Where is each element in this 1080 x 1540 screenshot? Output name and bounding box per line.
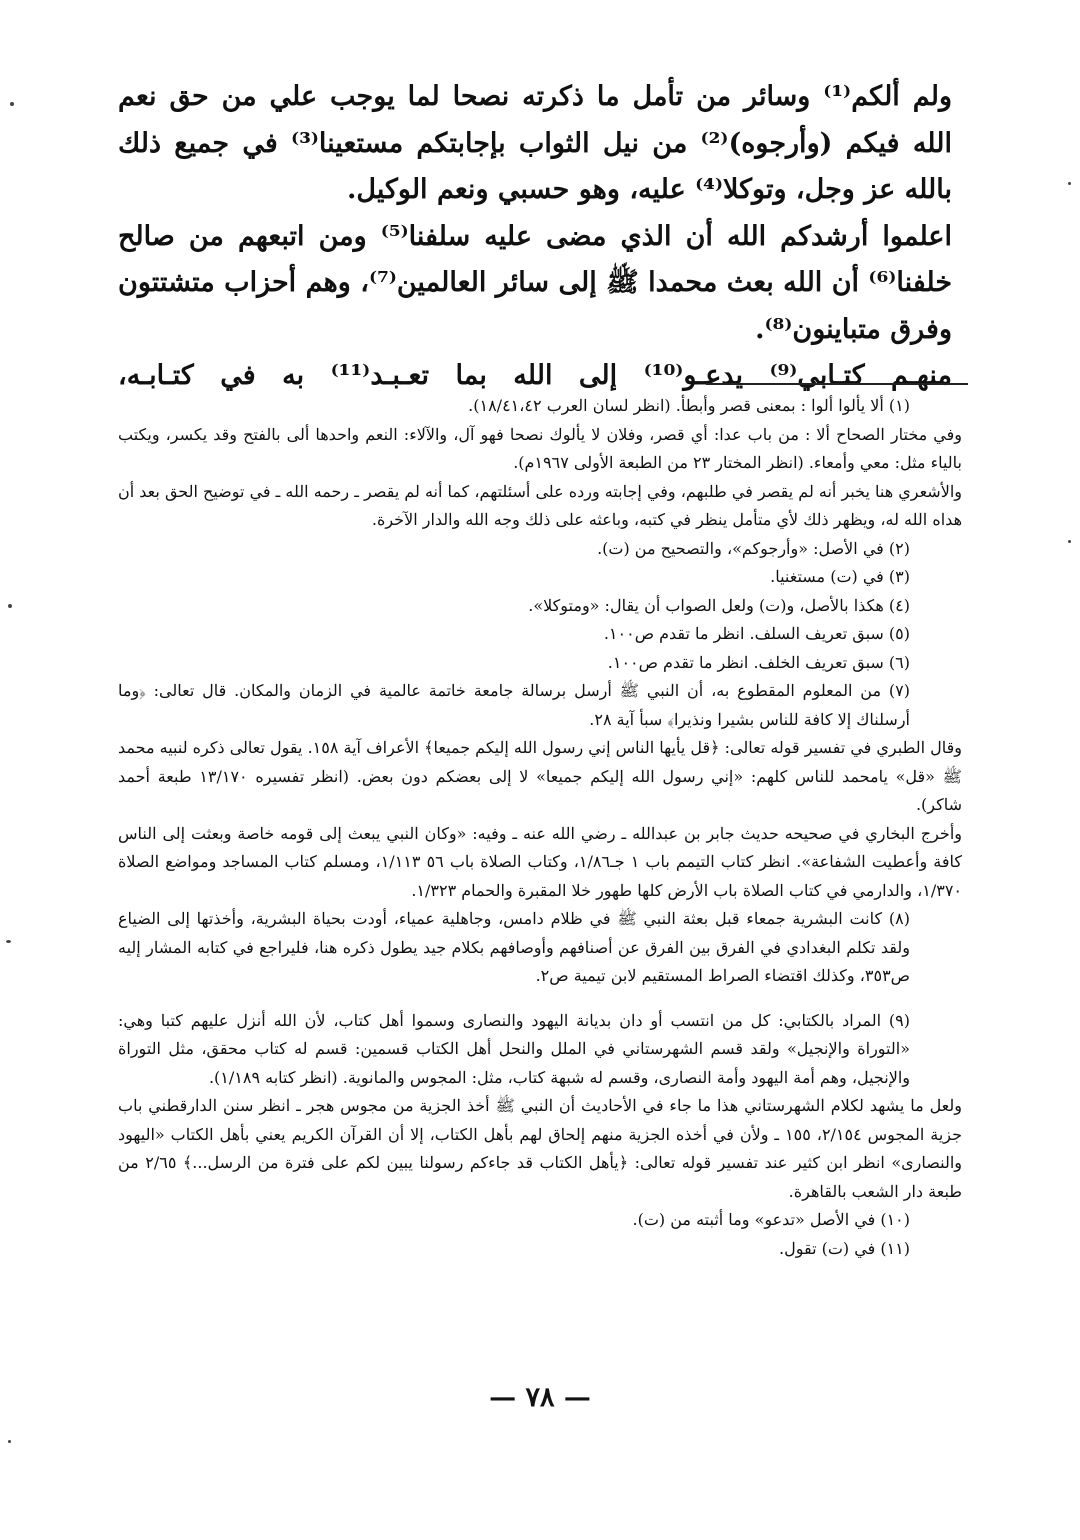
footnote-4: (٤) هكذا بالأصل، و(ت) ولعل الصواب أن يقال: «ومتوكلا». <box>528 595 910 615</box>
scan-speck <box>8 604 12 608</box>
scan-speck <box>1068 182 1071 185</box>
footnote-10: (١٠) في الأصل «تدعو» وما أثبته من (ت). <box>632 1210 910 1229</box>
footnote-9-continued: ولعل ما يشهد لكلام الشهرستاني هذا ما جاء في الأحاديث أن النبي ﷺ أخذ الجزية من مجوس هجر ـ انظر سنن الدارقطني باب جزية المجوس ٢/١٥٤، ١٥٥ ـ ولأن في أخذه الجزية منهم إلحاق لهم بأهل الكتاب، إلا أن القرآن الكريم يعني بأهل الكتاب «اليهود والنصارى» انظر ابن كثير عند تفسير قوله تعالى: ﴿يأهل الكتاب قد جاءكم رسولنا يبين لكم على فترة من الرسل...﴾ ٢/٦٥ من طبعة دار الشعب بالقاهرة. <box>118 1096 963 1201</box>
scan-speck <box>6 940 11 943</box>
page-number: — ٧٨ — <box>489 1382 591 1413</box>
footnote-7-continued: وقال الطبري في تفسير قوله تعالى: ﴿قل يأيها الناس إني رسول الله إليكم جميعا﴾ الأعراف آية ١٥٨. يقول تعالى ذكره لنبيه محمد ﷺ «قل» يامحمد للناس كلهم: «إني رسول الله إليكم جميعا» لا إلى بعضكم دون بعض. (انظر تفسيره ١٣/١٧٠ طبعة أحمد شاكر). <box>118 738 963 814</box>
footnote-1: (١) ألا يألوا ألوا : بمعنى قصر وأبطأ. (انظر لسان العرب ١٨/٤١،٤٢). <box>468 396 910 415</box>
scan-speck <box>1068 540 1071 543</box>
footnote-8: (٨) كانت البشرية جمعاء قبل بعثة النبي ﷺ في ظلام دامس، وجاهلية عمياء، أودت بحياة البشرية، وأخذتها إلى الضياع ولقد تكلم البغدادي في الفرق بين الفرق عن أصنافهم وأوصافهم بكلام جيد يطول ذكره هنا، فليراجع في كتابه المشار إليه ص٣٥٣، وكذلك اقتضاء الصراط المستقيم لابن تيمية ص٢. <box>118 909 910 985</box>
footnotes <box>118 392 962 1263</box>
footnote-11: (١١) في (ت) تقول. <box>779 1238 910 1258</box>
footnote-6: (٦) سبق تعريف الخلف. انظر ما تقدم ص١٠٠. <box>607 652 910 672</box>
footnote-5: (٥) سبق تعريف السلف. انظر ما تقدم ص١٠٠. <box>603 624 910 643</box>
footnote-7-continued: وأخرج البخاري في صحيحه حديث جابر بن عبدالله ـ رضي الله عنه ـ وفيه: «وكان النبي يبعث إلى قومه خاصة وبعثت إلى الناس كافة وأعطيت الشفاعة». انظر كتاب التيمم باب ١ جـ١/٨٦، وكتاب الصلاة باب ٥٦ ١/١١٣، ومسلم كتاب المساجد ومواضع الصلاة ١/٣٧٠، والدارمي في كتاب الصلاة باب الأرض كلها طهور خلا المقبرة والحمام ١/٣٢٣. <box>118 823 963 900</box>
footnote-7: (٧) من المعلوم المقطوع به، أن النبي ﷺ أرسل برسالة جامعة خاتمة عالمية في الزمان والمكان. قال تعالى: ﴿وما أرسلناك إلا كافة للناس بشيرا ونذيرا﴾ سبأ آية ٢٨. <box>118 681 910 729</box>
footnote-separator <box>706 383 968 385</box>
scan-speck <box>10 102 14 106</box>
main-text <box>118 74 952 400</box>
footnote-1-continued: وفي مختار الصحاح ألا : من باب عدا: أي قصر، وفلان لا يألوك نصحا فهو آل، والآلاء: النعم واحدها ألى بالفتح وقد يكسر، ويكتب بالياء مثل: معي وأمعاء. (انظر المختار ٢٣ من الطبعة الأولى ١٩٦٧م). <box>118 424 962 472</box>
main-paragraph-1: ولم ألكم⁽¹⁾ وسائر من تأمل ما ذكرته نصحا لما يوجب علي من حق نعم الله فيكم (وأرجوه)⁽²⁾ من نيل الثواب بإجابتكم مستعينا⁽³⁾ في جميع ذلك بالله عز وجل، وتوكلا⁽⁴⁾ عليه، وهو حسبي ونعم الوكيل. <box>118 81 952 205</box>
main-paragraph-3: منهـم كتـابي⁽⁹⁾ يدعـو⁽¹⁰⁾ إلى الله بما تعـبـد⁽¹¹⁾ به في كتـابـه، <box>118 360 952 391</box>
main-paragraph-2: اعلموا أرشدكم الله أن الذي مضى عليه سلفنا⁽⁵⁾ ومن اتبعهم من صالح خلفنا⁽⁶⁾ أن الله بعث محمدا ﷺ إلى سائر العالمين⁽⁷⁾، وهم أحزاب متشتتون وفرق متباينون⁽⁸⁾. <box>118 220 953 345</box>
footnote-2: (٢) في الأصل: «وأرجوكم»، والتصحيح من (ت). <box>597 538 910 558</box>
scan-speck <box>8 1440 11 1443</box>
footnote-3: (٣) في (ت) مستغنيا. <box>770 567 910 586</box>
footnote-9: (٩) المراد بالكتابي: كل من انتسب أو دان بديانة اليهود والنصارى وسموا أهل كتاب، لأن الله أنزل عليهم كتبا وهي: «التوراة والإنجيل» ولقد قسم الشهرستاني في الملل والنحل أهل الكتاب قسمين: قسم له كتاب محقق، مثل التوراة والإنجيل، وهم أمة اليهود وأمة النصارى، وقسم له شبهة كتاب، مثل: المجوس والمانوية. (انظر كتابه ١/١٨٩). <box>118 1010 911 1087</box>
footnote-1-continued: والأشعري هنا يخبر أنه لم يقصر في طلبهم، وفي إجابته ورده على أسئلتهم، كما أنه لم يقصر ـ رحمه الله ـ في توضيح الحق بعد أن هداه الله له، ويظهر ذلك لأي متأمل ينظر في كتبه، وباعثه على ذلك وجه الله والدار الآخرة. <box>118 481 962 529</box>
